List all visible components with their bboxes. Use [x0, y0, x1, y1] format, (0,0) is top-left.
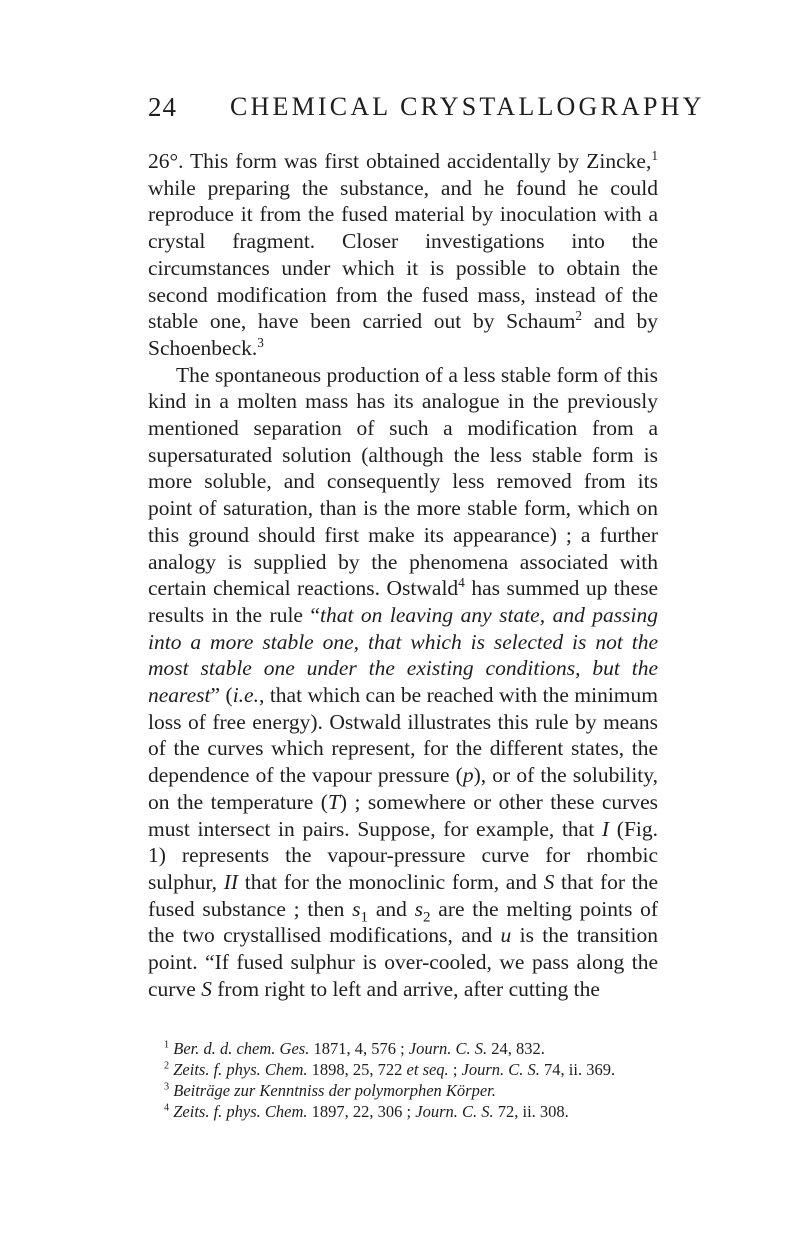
- footnote-ref: 1: [651, 147, 658, 163]
- paragraph-2: The spontaneous production of a less stable form of this kind in a molten mass has its analogue in the previously mentioned separation of such a modification from a supersaturated solution (although the less stable form is more soluble, and consequently less removed from its point of saturation, than is the more stable form, which on this ground should first make its appearance) ; a further analogy is supplied by the phenomena associated with certain chemical reactions. Ostwald$^4$ has summed up these results in the rule “that on leaving any state, and passing into a more stable one, that which is selected is not the most stable one under the existing conditions, but the nearest” (i.e., that which can be reached with the minimum loss of free energy). Ostwald illustrates this rule by means of the curves which represent, for the different states, the dependence of the vapour pressure (p), or of the solubility, on the temperature (T) ; somewhere or other these curves must intersect in pairs. Suppose, for example, that I (Fig. 1) represents the vapour-pressure curve for rhombic sulphur, II that for the monoclinic form, and S that for the fused substance ; then $s_1$ and $s_2$ are the melting points of the two crystallised modifications, and u is the transition point. “If fused sulphur is over-cooled, we pass along the curve S from right to left and arrive, after cutting the: [148, 362, 659, 1001]
- footnote-2: $^2$ Zeits. f. phys. Chem. 1898, 25, 722 et seq. ; Journ. C. S. 74, ii. 369.: [164, 1060, 616, 1079]
- footnotes: [148, 1038, 668, 1122]
- page-header: [0, 92, 800, 132]
- footnote-ref: 2: [575, 308, 583, 324]
- body-text: [148, 148, 658, 1003]
- footnote-ref: 3: [257, 334, 264, 350]
- page-number: 24: [148, 92, 177, 122]
- footnote-1: $^1$ Ber. d. d. chem. Ges. 1871, 4, 576 ; Journ. C. S. 24, 832.: [164, 1039, 545, 1058]
- paragraph-1: 26°. This form was first obtained accidentally by Zincke,$^1$ while preparing the substance, and he found he could reproduce it from the fused material by inoculation with a crystal fragment. Closer investigations into the circumstances under which it is possible to obtain the second modification from the fused mass, instead of the stable one, have been carried out by Schaum$^2$ and by Schoenbeck.$^3$: [148, 147, 658, 360]
- footnote-ref: 4: [458, 575, 465, 591]
- running-title: CHEMICAL CRYSTALLOGRAPHY: [230, 92, 705, 121]
- footnote-4: $^4$ Zeits. f. phys. Chem. 1897, 22, 306 ; Journ. C. S. 72, ii. 308.: [164, 1102, 569, 1121]
- ostwald-rule: that on leaving any state, and passing into a more stable one, that which is selected is not the most stable one under the existing conditions, but the nearest: [148, 602, 658, 708]
- footnote-3: $^3$ Beiträge zur Kenntniss der polymorphen Körper.: [164, 1081, 496, 1100]
